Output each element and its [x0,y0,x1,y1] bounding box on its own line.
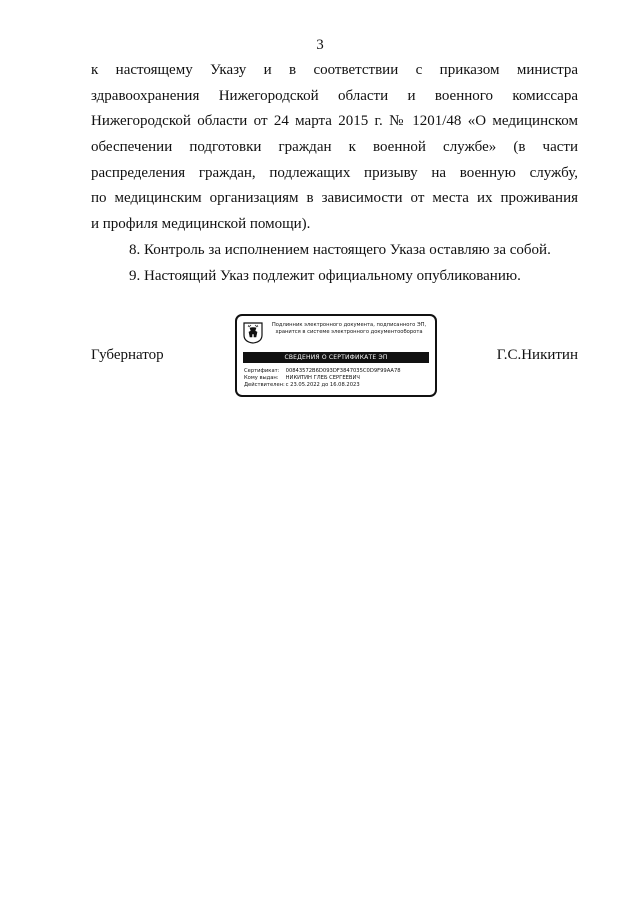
validity-row [244,382,401,389]
deer-emblem-icon [243,322,263,344]
body-line: обеспечении подготовки граждан к военной службе» (в части [91,139,578,156]
body-line: здравоохранения Нижегородской области и военного комиссара [91,87,578,104]
certificate-label: Сертификат: [244,368,280,374]
body-line: по медицинским организациям в зависимости от места их проживания [91,190,578,207]
body-line: к настоящему Указу и в соответствии с приказом министра [91,62,578,78]
certificate-details [244,368,401,390]
issued-to-value: НИКИТИН ГЛЕБ СЕРГЕЕВИЧ [285,375,360,382]
body-line: Нижегородской области от 24 марта 2015 г. № 1201/48 «О медицинском [91,113,578,130]
decree-item-9: 9. Настоящий Указ подлежит официальному опубликованию. [129,267,521,284]
stamp-header-line: хранится в системе электронного документооборота [275,329,423,335]
decree-body [91,58,578,289]
body-line: и профиля медицинской помощи). [91,216,311,233]
stamp-header-line: Подлинник электронного документа, подписанного ЭП, [271,322,427,328]
page-number: 3 [316,37,324,53]
issued-to-label: Кому выдан: [244,375,279,382]
signatory-title: Губернатор [91,347,164,363]
certificate-band: СВЕДЕНИЯ О СЕРТИФИКАТЕ ЭП [243,352,429,363]
electronic-signature-stamp [235,314,437,397]
validity-value: с 23.05.2022 до 16.08.2023 [285,382,360,389]
signatory-name: Г.С.Никитин [496,347,578,363]
certificate-value: 00843572B6D093DF3847035C0D9F99AA78 [285,368,401,374]
validity-label: Действителен: [244,382,285,389]
stamp-header [265,322,433,336]
decree-item-8: 8. Контроль за исполнением настоящего Указа оставляю за собой. [129,241,551,258]
body-line: распределения граждан, подлежащих призыву на военную службу, [91,164,578,181]
certificate-row [244,368,401,375]
